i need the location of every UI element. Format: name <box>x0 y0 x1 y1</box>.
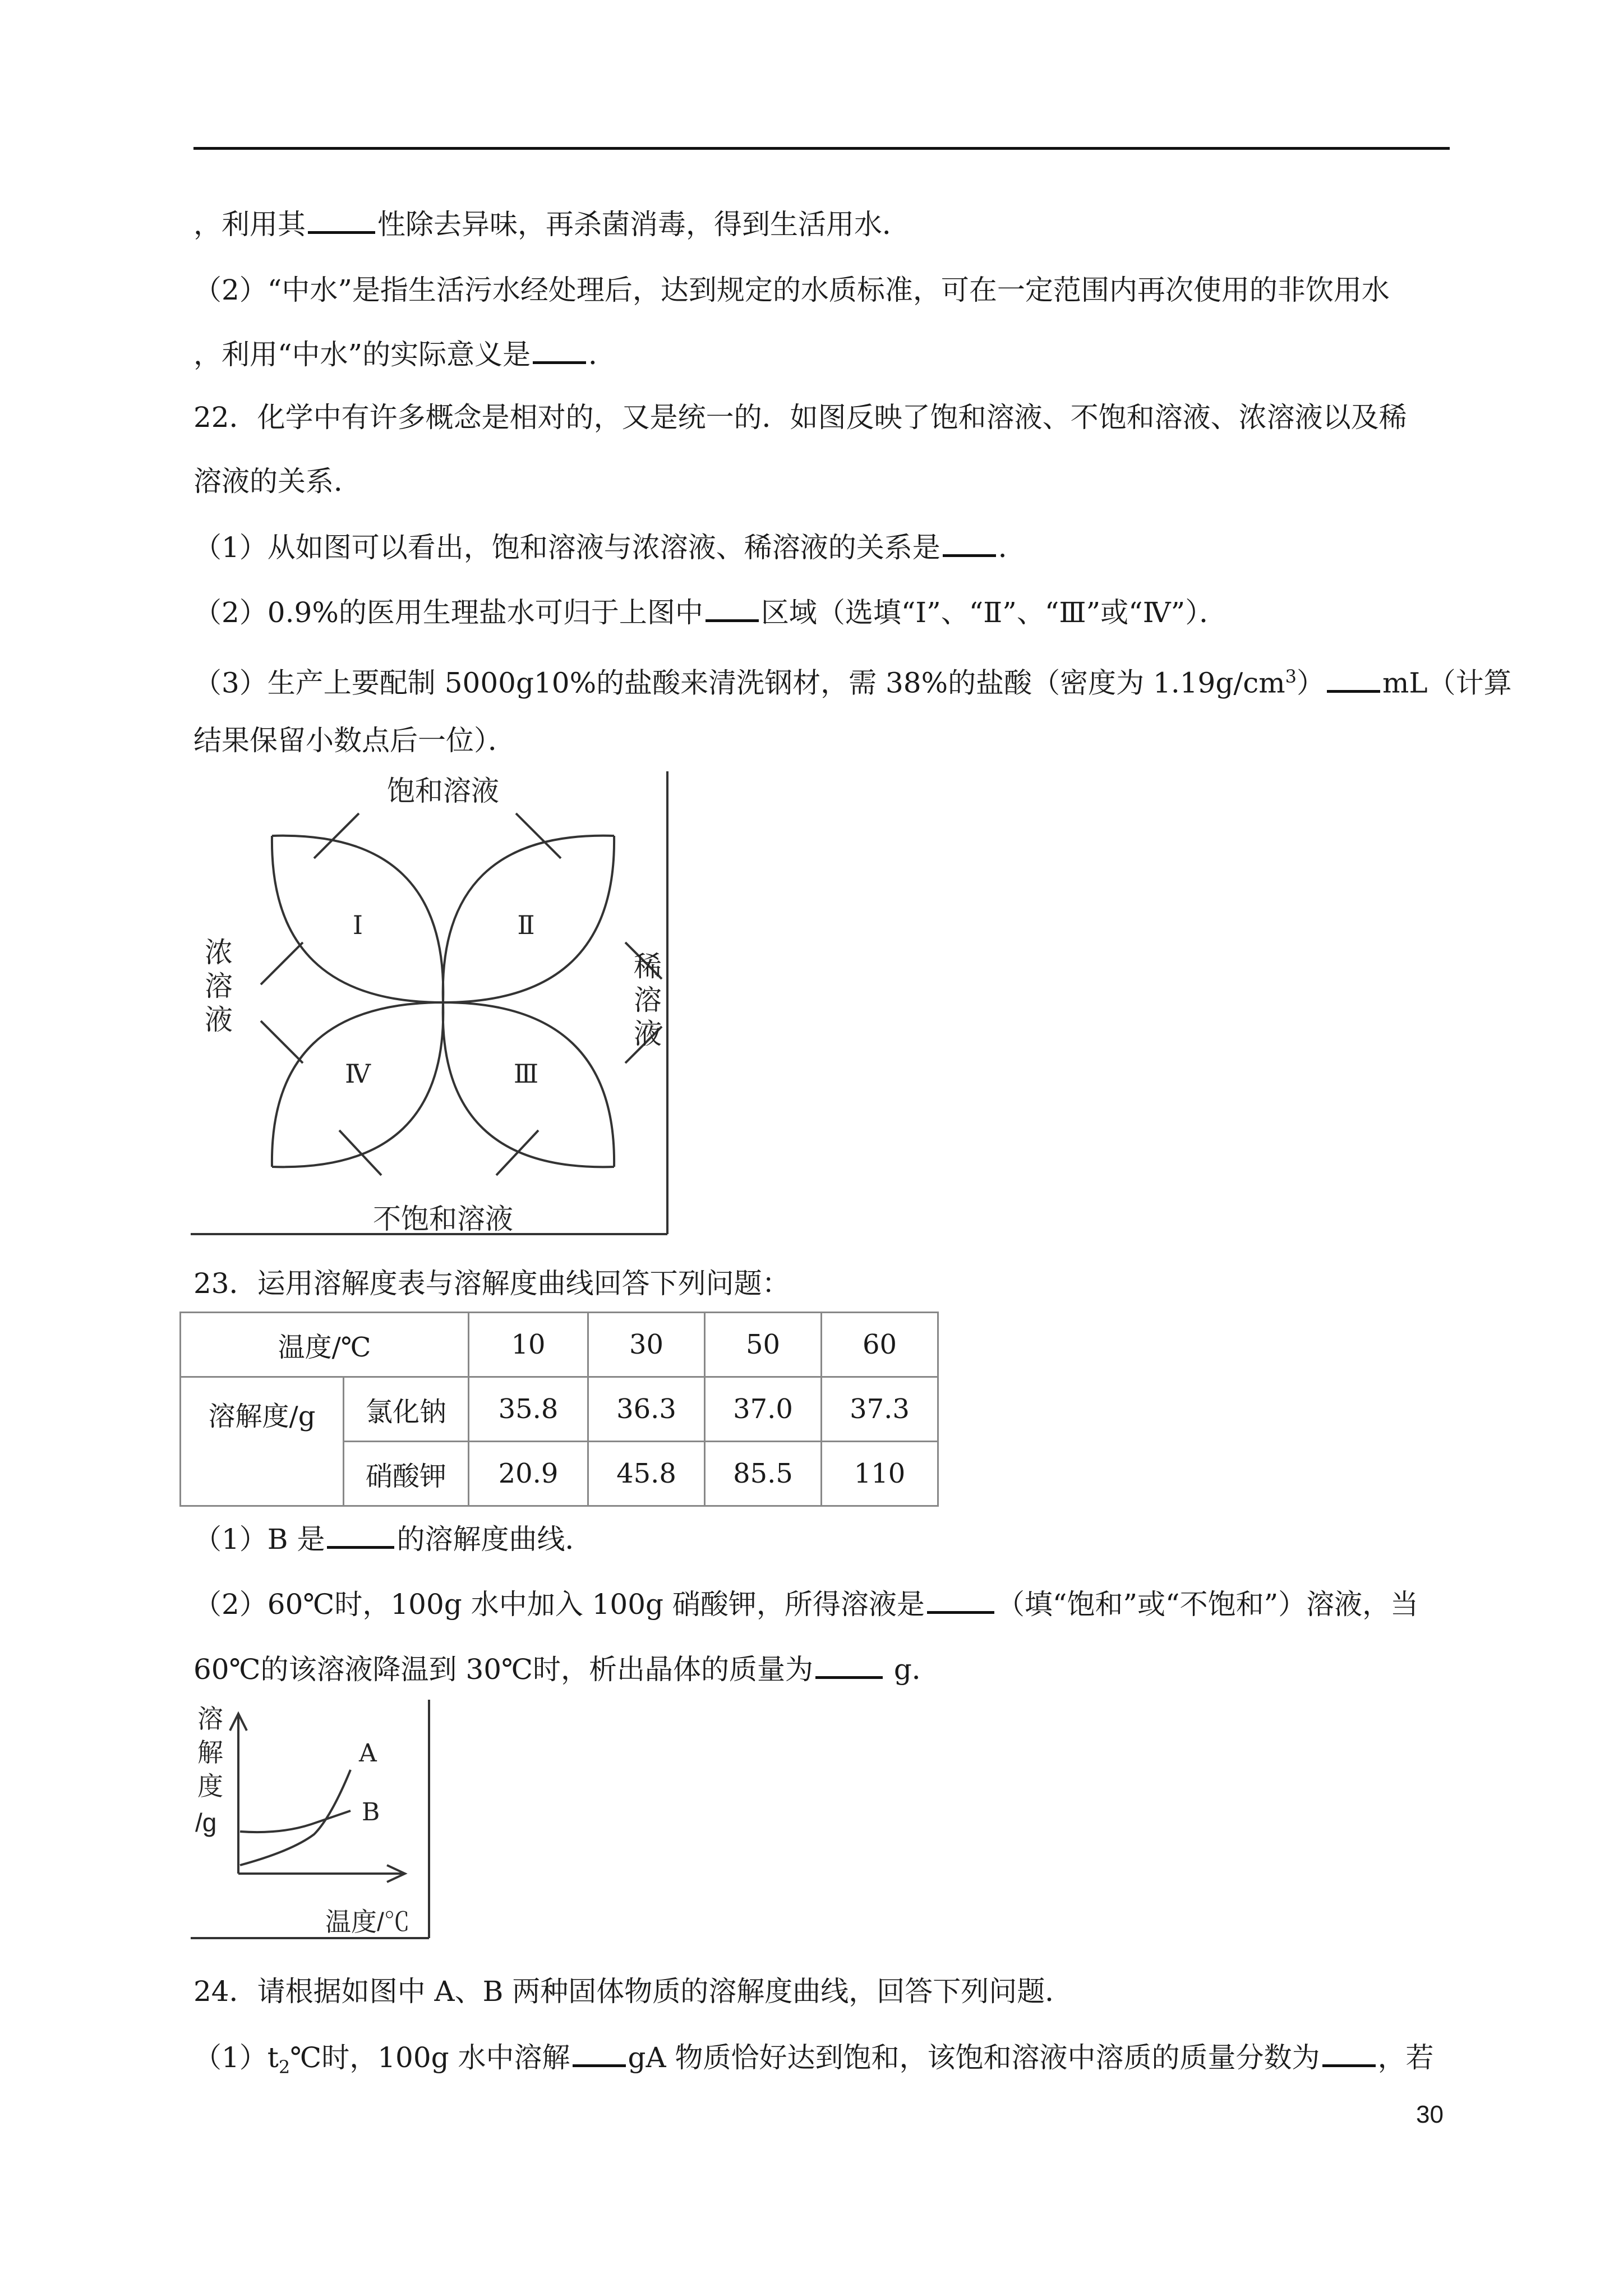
question-23-part-2: （2）60℃时，100g 水中加入 100g 硝酸钾，所得溶液是 （填“饱和”或“不饱和”）溶液，当 <box>193 1586 1418 1621</box>
table-row-name: 硝酸钾 <box>344 1442 469 1506</box>
curve-label-B: B <box>362 1798 380 1826</box>
ylabel-2: 解 <box>197 1738 223 1767</box>
curve-label-A: A <box>359 1739 377 1768</box>
table-cell: 45.8 <box>588 1442 705 1506</box>
question-22-part-2: （2）0.9%的医用生理盐水可归于上图中 区域（选填“Ⅰ”、“Ⅱ”、“Ⅲ”或“Ⅳ”）． <box>193 595 1227 629</box>
label-concentrated-1: 浓 <box>205 937 233 968</box>
region-II-label: Ⅱ <box>517 910 535 940</box>
ylabel-4: /g <box>195 1808 217 1837</box>
label-concentrated-2: 溶 <box>205 970 233 1002</box>
text-line-1: ，利用其 性除去异味，再杀菌消毒，得到生活用水． <box>193 206 910 241</box>
question-22-part-3: （3）生产上要配制 5000g10%的盐酸来清洗钢材，需 38%的盐酸（密度为 $1.19g/cm^3$） mL（计算 <box>193 666 1512 700</box>
xlabel: 温度/℃ <box>325 1907 410 1936</box>
table-row-name: 氯化钠 <box>344 1377 469 1442</box>
answer-blank <box>1327 665 1380 693</box>
table-cell: 85.5 <box>705 1442 822 1506</box>
question-24-part-1: $(1)t_2℃$时，100g 水中溶解 gA 物质恰好达到饱和，该饱和溶液中溶质的质量分数为 ，若 <box>193 2040 1434 2084</box>
question-22-part-1: （1）从如图可以看出，饱和溶液与浓溶液、稀溶液的关系是 ． <box>193 530 1026 564</box>
table-cell: 20.9 <box>469 1442 588 1506</box>
label-concentrated-3: 液 <box>205 1004 233 1036</box>
label-dilute-3: 液 <box>634 1018 662 1050</box>
answer-blank <box>927 1586 994 1614</box>
table-cell: 35.8 <box>469 1377 588 1442</box>
question-23-part-1: （1）B 是 的溶解度曲线． <box>193 1521 593 1556</box>
solubility-table <box>179 1312 939 1507</box>
question-23-line: 23．运用溶解度表与溶解度曲线回答下列问题： <box>193 1267 790 1300</box>
header-rule <box>193 147 1450 150</box>
table-temp: 50 <box>705 1313 822 1377</box>
table-cell: 37.3 <box>822 1377 938 1442</box>
question-23-part-2-tail: 60℃的该溶液降温到 30℃时，析出晶体的质量为 g． <box>193 1651 940 1686</box>
label-unsaturated: 不饱和溶液 <box>373 1203 513 1235</box>
table-temp: 10 <box>469 1313 588 1377</box>
page-number: 30 <box>1416 2101 1444 2128</box>
answer-blank <box>1322 2040 1376 2067</box>
label-dilute-1: 稀 <box>634 951 662 982</box>
table-temp: 30 <box>588 1313 705 1377</box>
solubility-curve-figure <box>191 1700 437 1944</box>
table-cell: 37.0 <box>705 1377 822 1442</box>
table-temp: 60 <box>822 1313 938 1377</box>
label-saturated: 饱和溶液 <box>387 775 499 807</box>
table-cell: 110 <box>822 1442 938 1506</box>
label-dilute-2: 溶 <box>634 984 662 1016</box>
curve-B <box>240 1811 351 1832</box>
table-group-label: 溶解度/g <box>181 1377 344 1506</box>
solution-relationship-figure <box>191 771 673 1243</box>
table-cell: 36.3 <box>588 1377 705 1442</box>
question-22-line-tail: 结果保留小数点后一位）． <box>193 724 516 757</box>
ylabel-3: 度 <box>197 1772 223 1801</box>
region-IV-label: Ⅳ <box>345 1059 371 1089</box>
answer-blank <box>943 530 996 557</box>
question-24-line: 24．请根据如图中 A、B 两种固体物质的溶解度曲线，回答下列问题． <box>193 1975 1073 2008</box>
question-22-line-1: 22．化学中有许多概念是相对的，又是统一的．如图反映了饱和溶液、不饱和溶液、浓溶液以及稀 <box>193 401 1407 434</box>
answer-blank <box>573 2040 626 2067</box>
region-I-label: Ⅰ <box>352 910 363 940</box>
answer-blank <box>308 206 375 234</box>
text-line-2: （2）“中水”是指生活污水经处理后，达到规定的水质标准，可在一定范围内再次使用的非饮用水 <box>193 274 1390 306</box>
text-line-3: ，利用“中水”的实际意义是 ． <box>193 337 616 371</box>
answer-blank <box>533 337 586 364</box>
question-22-line-2: 溶液的关系． <box>193 465 362 498</box>
ylabel-1: 溶 <box>197 1704 223 1733</box>
answer-blank <box>815 1651 883 1679</box>
answer-blank <box>327 1521 394 1549</box>
table-header-label: 温度/℃ <box>181 1313 469 1377</box>
answer-blank <box>706 595 759 622</box>
region-III-label: Ⅲ <box>513 1059 539 1089</box>
